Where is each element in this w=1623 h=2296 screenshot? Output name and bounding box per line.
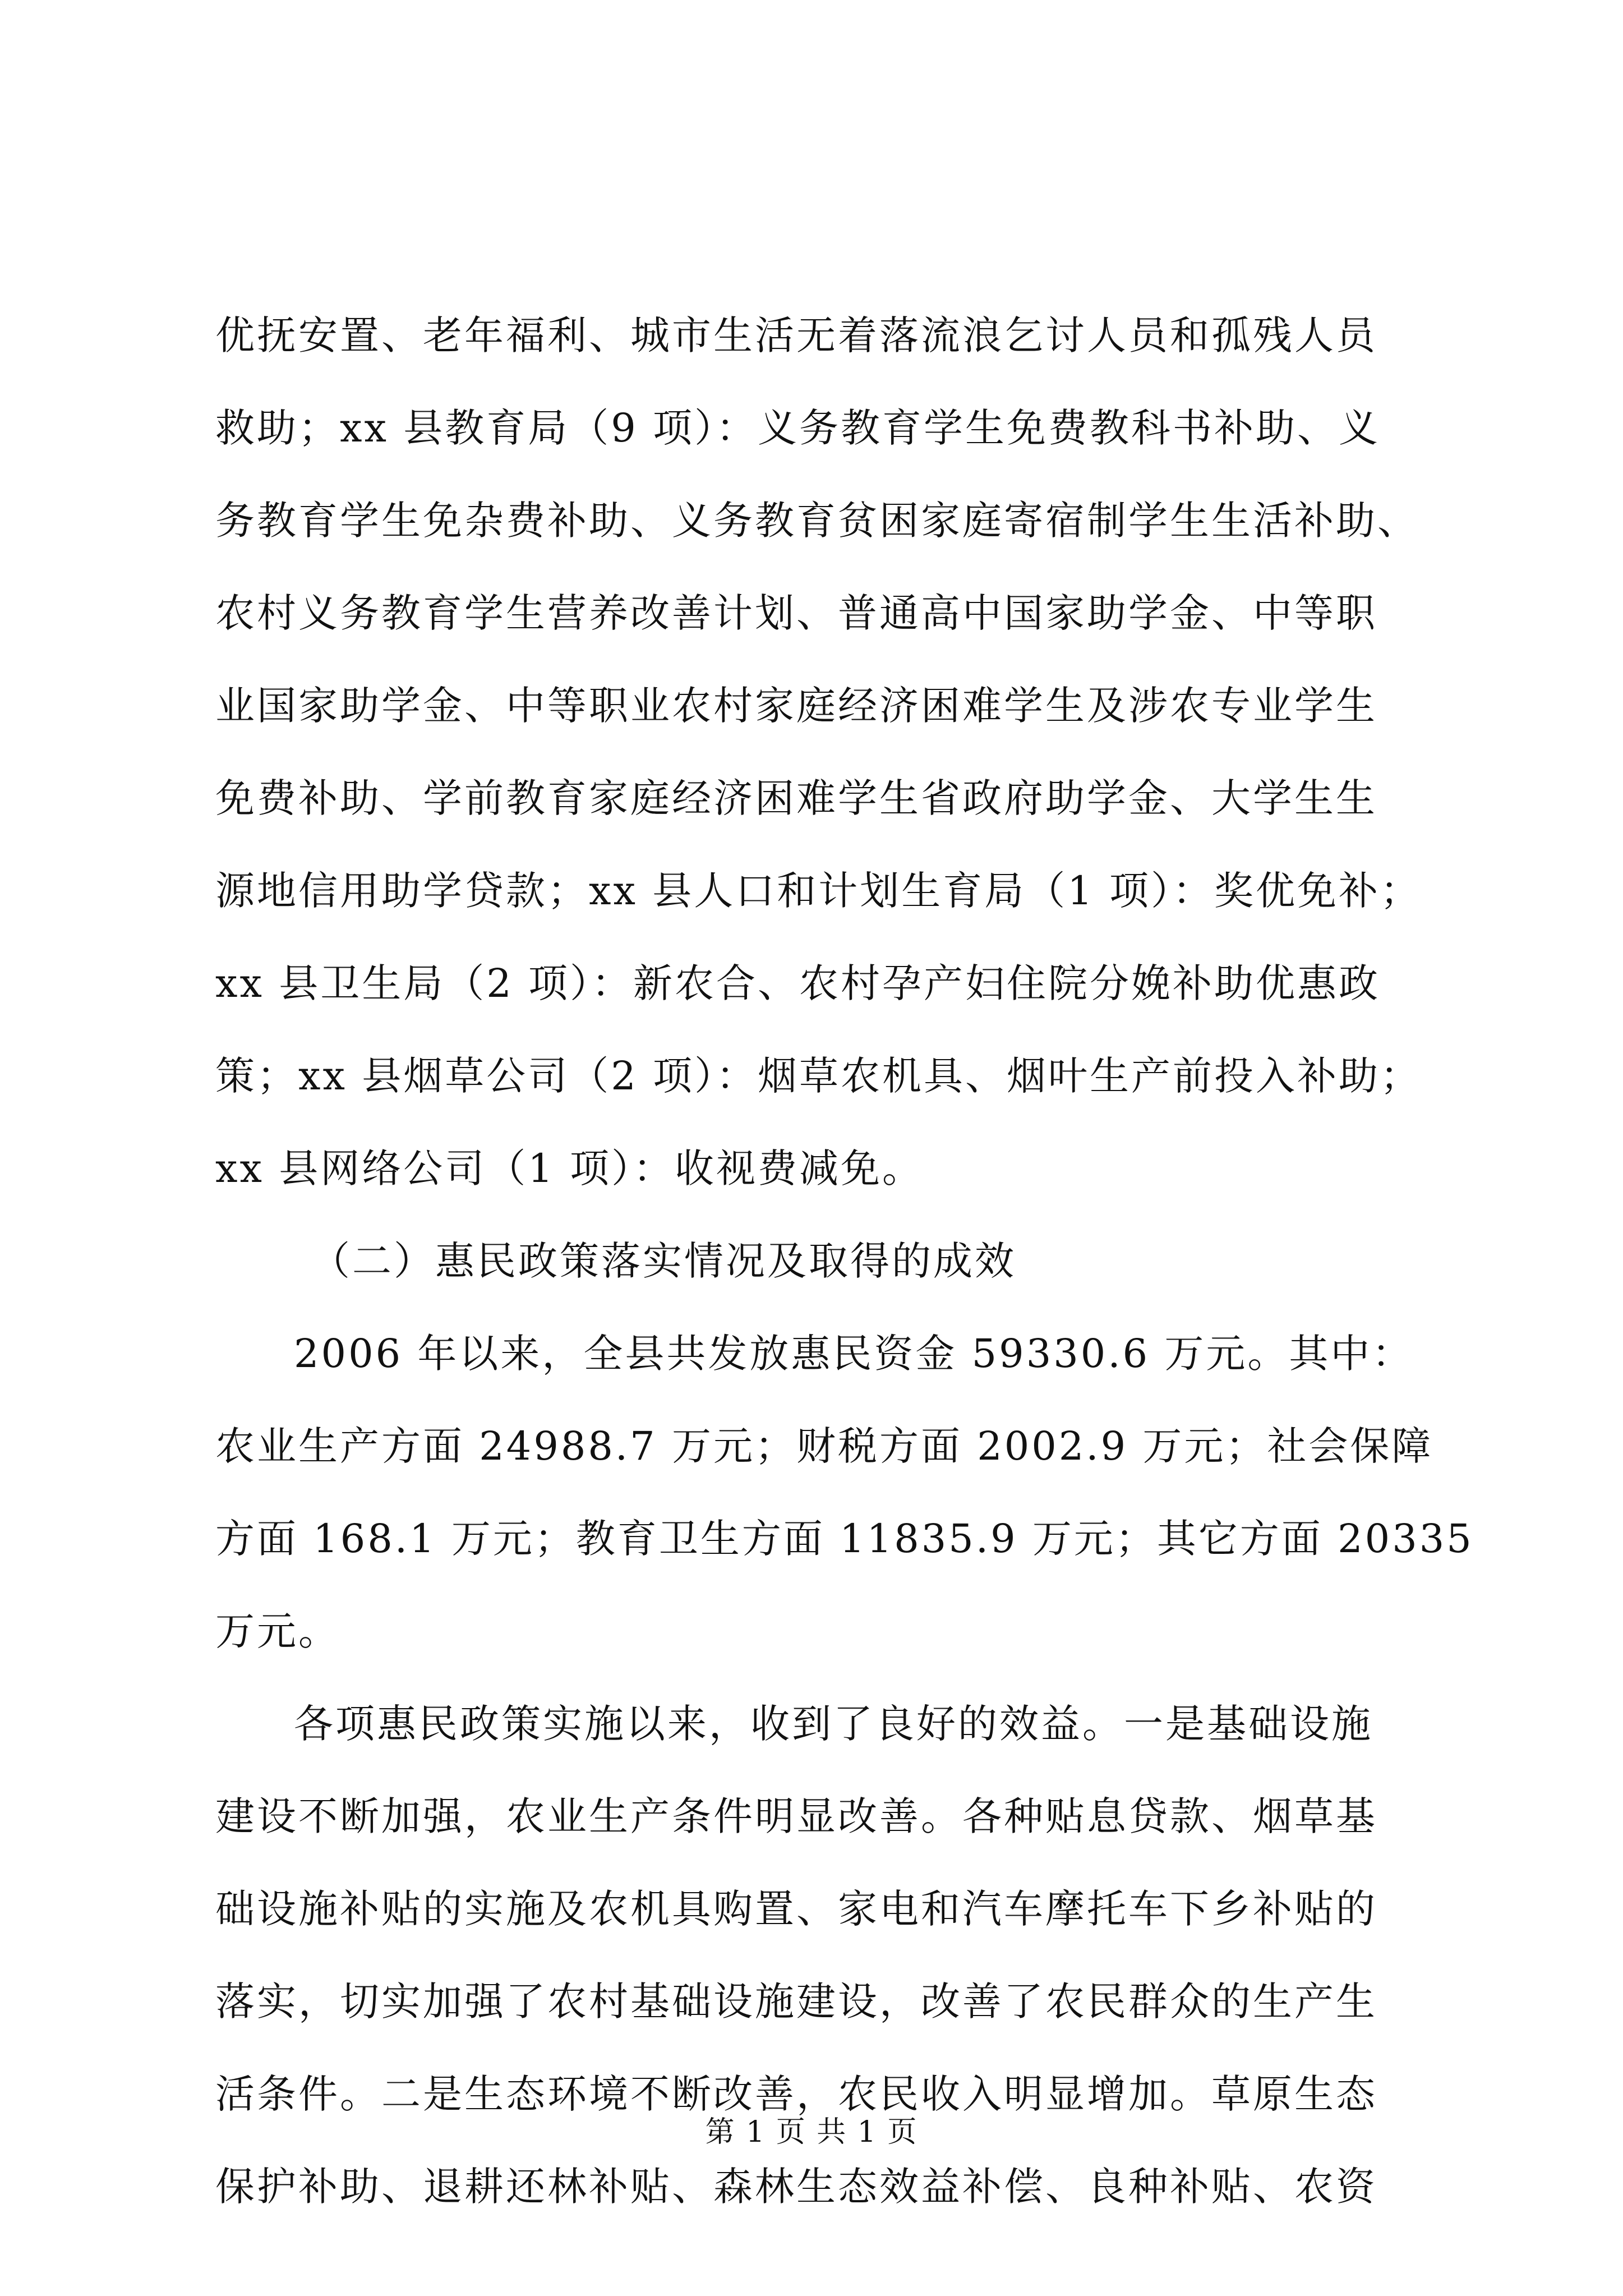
text-line: xx 县卫生局（2 项）：新农合、农村孕产妇住院分娩补助优惠政: [215, 960, 1380, 1006]
text-line: 建设不断加强，农业生产条件明显改善。各种贴息贷款、烟草基: [215, 1793, 1377, 1839]
document-body: [215, 289, 1474, 2233]
text-line: 务教育学生免杂费补助、义务教育贫困家庭寄宿制学生生活补助、: [215, 498, 1419, 544]
paragraph-first-line: 2006 年以来，全县共发放惠民资金 59330.6 万元。其中：: [294, 1331, 1414, 1377]
text-line: 农业生产方面 24988.7 万元；财税方面 2002.9 万元；社会保障: [215, 1423, 1433, 1469]
text-line: 保护补助、退耕还林补贴、森林生态效益补偿、良种补贴、农资: [215, 2164, 1377, 2210]
page-number-footer: 第 1 页 共 1 页: [705, 2115, 918, 2149]
text-line: 础设施补贴的实施及农机具购置、家电和汽车摩托车下乡补贴的: [215, 1886, 1377, 1932]
text-line: 农村义务教育学生营养改善计划、普通高中国家助学金、中等职: [215, 590, 1377, 636]
text-line: 源地信用助学贷款；xx 县人口和计划生育局（1 项）：奖优免补；: [215, 868, 1422, 914]
text-line: 落实，切实加强了农村基础设施建设，改善了农民群众的生产生: [215, 1978, 1377, 2024]
text-line: xx 县网络公司（1 项）：收视费减免。: [215, 1145, 924, 1191]
text-line: 救助；xx 县教育局（9 项）：义务教育学生免费教科书补助、义: [215, 405, 1380, 451]
text-line: 活条件。二是生态环境不断改善，农民收入明显增加。草原生态: [215, 2071, 1377, 2117]
text-line: 优抚安置、老年福利、城市生活无着落流浪乞讨人员和孤残人员: [215, 312, 1377, 358]
paragraph-first-line: 各项惠民政策实施以来，收到了良好的效益。一是基础设施: [294, 1701, 1373, 1747]
text-line: 万元。: [215, 1608, 340, 1654]
text-line: 业国家助学金、中等职业农村家庭经济困难学生及涉农专业学生: [215, 683, 1377, 729]
text-line: 策；xx 县烟草公司（2 项）：烟草农机具、烟叶生产前投入补助；: [215, 1053, 1422, 1099]
section-heading: （二）惠民政策落实情况及取得的成效: [311, 1238, 1016, 1284]
text-line: 免费补助、学前教育家庭经济困难学生省政府助学金、大学生生: [215, 775, 1377, 821]
text-line: 方面 168.1 万元；教育卫生方面 11835.9 万元；其它方面 20335: [215, 1516, 1474, 1562]
